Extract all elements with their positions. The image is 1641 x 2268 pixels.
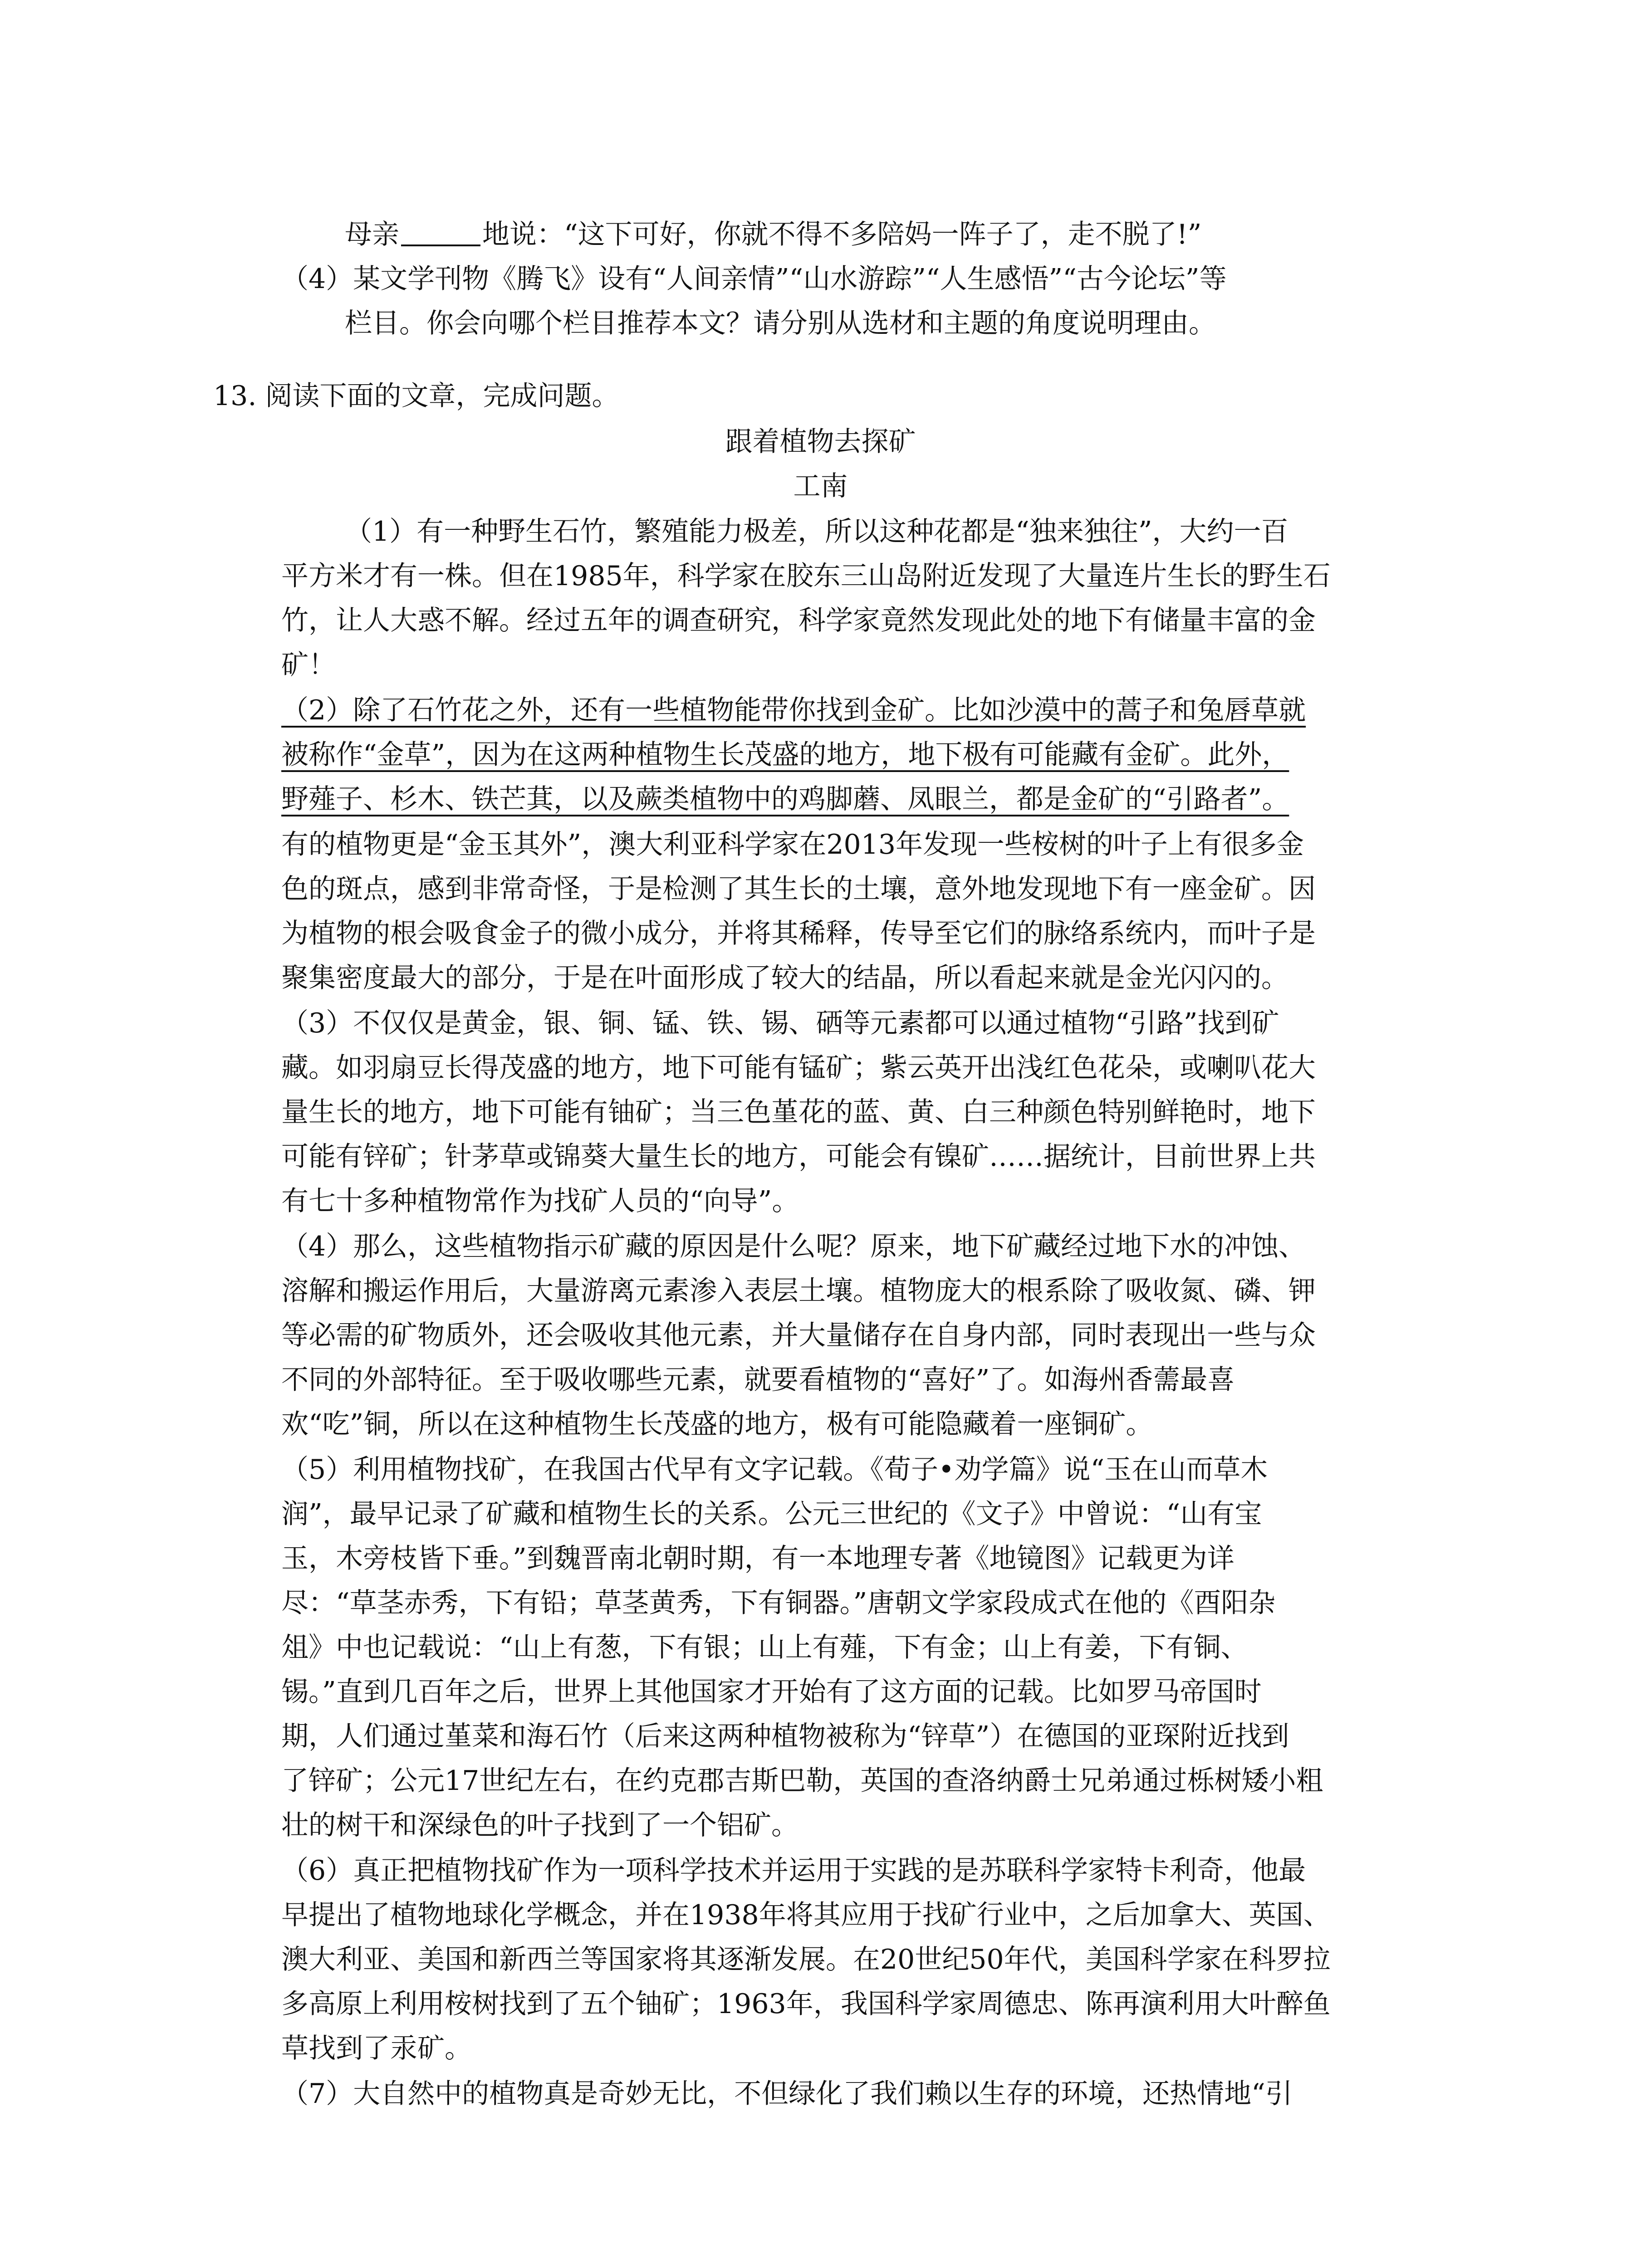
p2-line-7: 聚集密度最大的部分，于是在叶面形成了较大的结晶，所以看起来就是金光闪闪的。 — [281, 962, 1288, 994]
p2-underlined-line-2 — [281, 737, 1289, 773]
p1-line-4: 矿！ — [281, 649, 336, 681]
p3-line-5: 有七十多种植物常作为找矿人员的“向导”。 — [281, 1185, 799, 1217]
article-title: 跟着植物去探矿 — [725, 426, 916, 458]
p6-line-5: 草找到了汞矿。 — [281, 2033, 472, 2064]
mother-sentence-prefix: 母亲 — [345, 219, 399, 250]
p1-line-2: 平方米才有一株。但在1985年，科学家在胶东三山岛附近发现了大量连片生长的野生石 — [281, 560, 1331, 592]
p5-line-4: 尽：“草茎赤秀，下有铅；草茎黄秀，下有铜器。”唐朝文学家段成式在他的《酉阳杂 — [281, 1587, 1276, 1619]
article-author: 工南 — [793, 470, 848, 502]
mother-sentence-suffix: 地说：“这下可好，你就不得不多陪妈一阵子了，走不脱了!” — [482, 219, 1202, 250]
underlined-text: 被称作“金草”，因为在这两种植物生长茂盛的地方，地下极有可能藏有金矿。此外， — [281, 739, 1289, 771]
p5-line-7: 期，人们通过堇菜和海石竹（后来这两种植物被称为“锌草”）在德国的亚琛附近找到 — [281, 1721, 1289, 1752]
p6-line-2: 早提出了植物地球化学概念，并在1938年将其应用于找矿行业中，之后加拿大、英国、 — [281, 1899, 1331, 1931]
p3-line-2: 藏。如羽扇豆长得茂盛的地方，地下可能有锰矿；紫云英开出浅红色花朵，或喇叭花大 — [281, 1052, 1316, 1084]
p5-line-6: 锡。”直到几百年之后，世界上其他国家才开始有了这方面的记载。比如罗马帝国时 — [281, 1676, 1262, 1708]
p1-line-1: （1）有一种野生石竹，繁殖能力极差，所以这种花都是“独来独往”，大约一百 — [345, 516, 1288, 547]
p2-line-5: 色的斑点，感到非常奇怪，于是检测了其生长的土壤，意外地发现地下有一座金矿。因 — [281, 873, 1316, 905]
p5-line-8: 了锌矿；公元17世纪左右，在约克郡吉斯巴勒，英国的查洛纳爵士兄弟通过栎树矮小粗 — [281, 1765, 1323, 1797]
p6-line-3: 澳大利亚、美国和新西兰等国家将其逐渐发展。在20世纪50年代，美国科学家在科罗拉 — [281, 1944, 1331, 1975]
p2-line-6: 为植物的根会吸食金子的微小成分，并将其稀释，传导至它们的脉络系统内，而叶子是 — [281, 918, 1316, 949]
p4-line-5: 欢“吃”铜，所以在这种植物生长茂盛的地方，极有可能隐藏着一座铜矿。 — [281, 1408, 1153, 1440]
fill-in-blank[interactable] — [401, 217, 480, 246]
p4-line-4: 不同的外部特征。至于吸收哪些元素，就要看植物的“喜好”了。如海州香薷最喜 — [281, 1364, 1235, 1396]
p5-line-2: 润”，最早记录了矿藏和植物生长的关系。公元三世纪的《文子》中曾说：“山有宝 — [281, 1498, 1262, 1530]
p5-line-3: 玉，木旁枝皆下垂。”到魏晋南北朝时期，有一本地理专著《地镜图》记载更为详 — [281, 1543, 1234, 1574]
p5-line-5: 俎》中也记载说：“山上有葱，下有银；山上有薤，下有金；山上有姜，下有铜、 — [281, 1632, 1248, 1663]
p2-underlined-line-3 — [281, 781, 1289, 817]
p6-line-4: 多高原上利用桉树找到了五个铀矿；1963年，我国科学家周德忠、陈再演利用大叶醉鱼 — [281, 1988, 1331, 2020]
question-13-prompt: 13. 阅读下面的文章，完成问题。 — [213, 380, 619, 412]
p4-line-1: （4）那么，这些植物指示矿藏的原因是什么呢？原来，地下矿藏经过地下水的冲蚀、 — [281, 1231, 1306, 1262]
p5-line-1: （5）利用植物找矿，在我国古代早有文字记载。《荀子•劝学篇》说“玉在山而草木 — [281, 1454, 1268, 1486]
p2-line-4: 有的植物更是“金玉其外”，澳大利亚科学家在2013年发现一些桉树的叶子上有很多金 — [281, 829, 1304, 860]
underlined-text: 野薤子、杉木、铁芒萁，以及蕨类植物中的鸡脚蘑、凤眼兰，都是金矿的“引路者”。 — [281, 783, 1289, 815]
p7-line-1: （7）大自然中的植物真是奇妙无比，不但绿化了我们赖以生存的环境，还热情地“引 — [281, 2078, 1293, 2110]
p3-line-4: 可能有锌矿；针茅草或锦葵大量生长的地方，可能会有镍矿……据统计，目前世界上共 — [281, 1141, 1316, 1173]
mother-sentence-line — [345, 216, 1201, 253]
p4-line-2: 溶解和搬运作用后，大量游离元素渗入表层土壤。植物庞大的根系除了吸收氮、磷、钾 — [281, 1275, 1316, 1307]
p6-line-1: （6）真正把植物找矿作为一项科学技术并运用于实践的是苏联科学家特卡利奇，他最 — [281, 1855, 1306, 1887]
p5-line-9: 壮的树干和深绿色的叶子找到了一个铝矿。 — [281, 1809, 798, 1841]
p3-line-1: （3）不仅仅是黄金，银、铜、锰、铁、锡、硒等元素都可以通过植物“引路”找到矿 — [281, 1007, 1279, 1039]
question-4-line-2: 栏目。你会向哪个栏目推荐本文？请分别从选材和主题的角度说明理由。 — [345, 308, 1216, 339]
p3-line-3: 量生长的地方，地下可能有铀矿；当三色堇花的蓝、黄、白三种颜色特别鲜艳时，地下 — [281, 1096, 1316, 1128]
p1-line-3: 竹，让人大惑不解。经过五年的调查研究，科学家竟然发现此处的地下有储量丰富的金 — [281, 605, 1316, 636]
p4-line-3: 等必需的矿物质外，还会吸收其他元素，并大量储存在自身内部，同时表现出一些与众 — [281, 1320, 1316, 1351]
underlined-text: （2）除了石竹花之外，还有一些植物能带你找到金矿。比如沙漠中的蒿子和兔唇草就 — [281, 694, 1306, 726]
question-4-line-1: （4）某文学刊物《腾飞》设有“人间亲情”“山水游踪”“人生感悟”“古今论坛”等 — [281, 263, 1227, 295]
p2-underlined-line-1 — [281, 692, 1306, 728]
